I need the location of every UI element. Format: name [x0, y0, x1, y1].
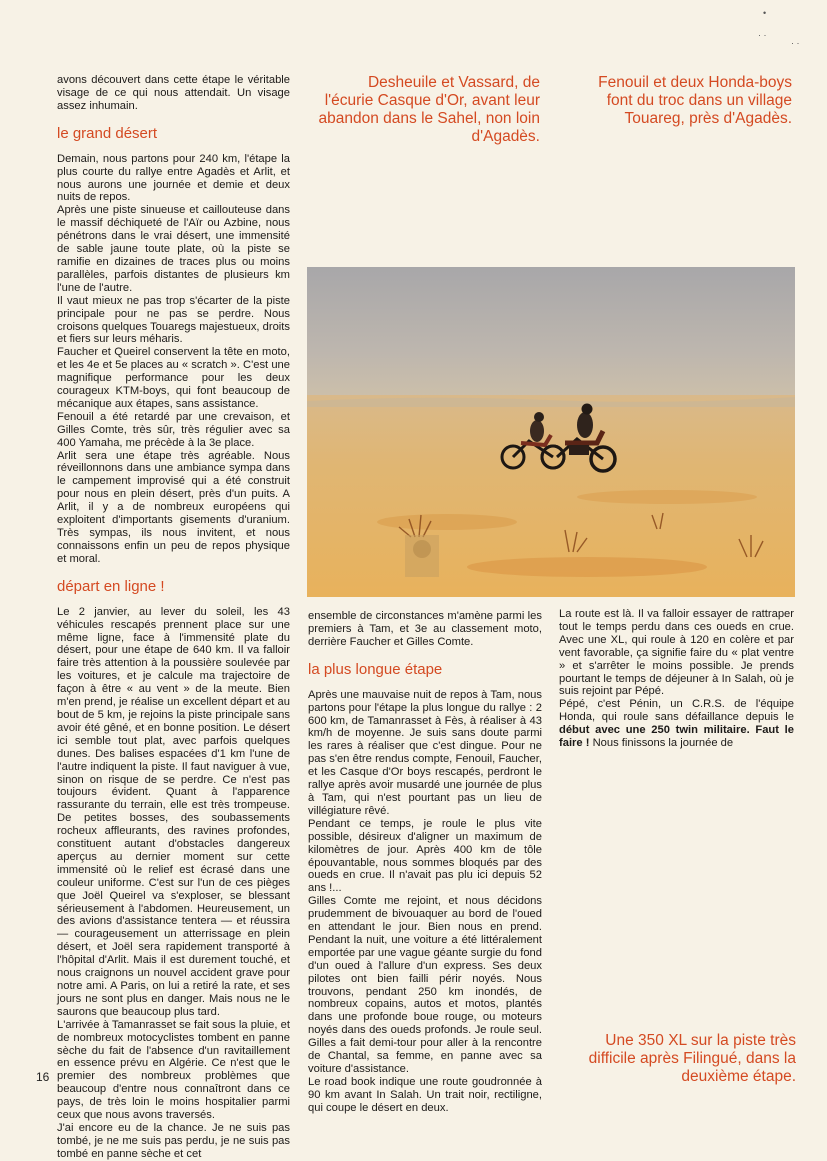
- text-run: Pépé, c'est Pénin, un C.R.S. de l'équipe Honda, qui roule sans défaillance depuis le: [559, 698, 794, 724]
- paragraph: Le 2 janvier, au lever du soleil, les 43 véhicules rescapés prennent place sur une même ligne, face à l'immensité plate du désert, pour une étape de 640 km. Il va falloir faire très attention à la poussière soulevée par les voitures, et je calcule ma trajectoire de façon à être « au vent » de la meute. Bien m'en prend, je réalise un excellent départ et au bout de 5 km, je rejoins la piste principale sans avoir été gêné, et en bonne position. Le désert ici semble tout plat, avec parfois quelques dunes. Des balises espacées d'1 km l'une de l'autre indiquent la piste. Il faut naviguer à vue, sinon on risque de se perdre. Ce n'est pas toujours évident. Quant à l'apparence rassurante du terrain, elle est très trompeuse. De petites bosses, des soubassements rocheux affleurants, des ravines profondes, constituent autant d'obstacles dangereux aperçus au dernier moment sur cette immensité où le relief est écrasé dans une couleur uniforme. C'est sur l'un de ces pièges que Joël Queirel va s'exploser, se blessant sérieusement à l'abdomen. Heureusement, un des avions d'assistance tentera — et réussira — courageusement un atterrissage en plein désert, et Joël sera rapidement transporté à l'hôpital d'Arlit. Mais il est durement touché, et nous craignons un nouvel accident grave pour notre ami. A Paris, on lui a retiré la rate, et ses jours ne sont plus en danger. Mais nous ne le saurons que beaucoup plus tard.: [57, 605, 290, 1018]
- paragraph: Arlit sera une étape très agréable. Nous réveillonnons dans une ambiance sympa dans le campement improvisé qui a été construit pour nous en plein désert, près d'un puits. A Arlit, il y a de nombreux européens qui exploitent d'importants gisements d'uranium. Très sympas, ils nous invitent, et nous connaissons enfin un peu de repos physique et moral.: [57, 449, 290, 565]
- heading-depart-en-ligne: départ en ligne !: [57, 577, 165, 595]
- photo-caption-casque-dor: Desheuile et Vassard, de l'écurie Casque d'Or, avant leur abandon dans le Sahel, non loin d'Agadès.: [318, 74, 540, 145]
- page-number: 16: [36, 1070, 50, 1084]
- paragraph: Pendant ce temps, je roule le plus vite possible, désireux d'aligner un maximum de kilomètres de jour. Après 400 km de tôle épouvantable, nous sommes bloqués par des oueds en crue. Il n'avait pas plu ici depuis 52 ans !...: [308, 817, 542, 895]
- photo-caption-touareg-village: Fenouil et deux Honda-boys font du troc dans un village Touareg, près d'Agadès.: [598, 74, 792, 127]
- column-1-intro: avons découvert dans cette étape le véritable visage de ce qui nous attendait. Un visage assez inhumain.: [57, 74, 290, 112]
- print-speck: •: [763, 8, 767, 18]
- print-speck: · ·: [791, 38, 800, 48]
- paragraph: Faucher et Queirel conservent la tête en moto, et les 4e et 5e places au « scratch ». C'est une magnifique performance pour les deux courageux KTM-boys, qui font beaucoup de mécanique aux étapes, sans assistance.: [57, 346, 290, 410]
- paragraph: Après une mauvaise nuit de repos à Tam, nous partons pour l'étape la plus longue du rallye : 2 600 km, de Tamanrasset à Fès, à réaliser à 43 km/h de moyenne. Je suis sans doute parmi les rares à réaliser que c'est dingue. Pour ne pas s'en être rendus compte, Fenouil, Faucher, et les Casque d'Or boys rescapés, perdront le rallye après avoir musardé une journée de plus à Tam, qui n'est pourtant pas un lieu de villégiature rêvé.: [308, 688, 542, 817]
- heading-le-grand-desert: le grand désert: [57, 124, 158, 142]
- article-column-2: [308, 610, 542, 1115]
- bold-text-run: début avec une 250 twin militaire. Faut le faire !: [559, 724, 794, 750]
- paragraph: J'ai encore eu de la chance. Je ne suis pas tombé, je ne me suis pas perdu, je ne suis pas tombé en panne sèche et cet: [57, 1121, 290, 1160]
- heading-la-plus-longue-etape: la plus longue étape: [308, 660, 443, 678]
- article-column-3: [559, 608, 794, 750]
- print-speck: · ·: [758, 30, 767, 40]
- photo-caption-350-xl: Une 350 XL sur la piste très difficile après Filingué, dans la deuxième étape.: [588, 1032, 796, 1085]
- paragraph: Fenouil a été retardé par une crevaison, et Gilles Comte, très sûr, très régulier avec sa 400 Yamaha, me précède à la 3e place.: [57, 410, 290, 449]
- desert-motorcycle-photo: [307, 267, 795, 597]
- paragraph: L'arrivée à Tamanrasset se fait sous la pluie, et de nombreux motocyclistes tombent en panne sèche du fait de l'absence d'un ravitaillement en essence prévu en Algérie. Ce n'est que le premier des nombreux problèmes que beaucoup d'entre nous connaîtront dans ce pays, de très loin le moins hospitalier parmi ceux que nous avons traversés.: [57, 1018, 290, 1122]
- paragraph: Gilles Comte me rejoint, et nous décidons prudemment de bivouaquer au bord de l'oued en attendant le jour. Bien nous en prend. Pendant la nuit, une voiture a été littéralement emportée par une vague géante surgie du fond d'un oued à l'allure d'un express. Ses deux pilotes ont bien failli périr noyés. Nous trouvons, pendant 250 km inondés, de nombreux copains, autos et motos, plantés dans une profonde boue rouge, ou moteurs noyés dans des oueds profonds. Je roule seul. Gilles a fait demi-tour pour aller à la rencontre de Chantal, sa femme, en panne avec sa voiture d'assistance.: [308, 895, 542, 1075]
- paragraph: [559, 698, 794, 750]
- paragraph: Le road book indique une route goudronnée à 90 km avant In Salah. Un trait noir, rectiligne, qui coupe le désert en deux.: [308, 1075, 542, 1114]
- paragraph: Il vaut mieux ne pas trop s'écarter de la piste principale pour ne pas se perdre. Nous croisons quelques Touaregs majestueux, droits et fiers sur leurs méharis.: [57, 294, 290, 346]
- paragraph: Après une piste sinueuse et caillouteuse dans le massif déchiqueté de l'Aïr ou Azbine, nous pénétrons dans le vrai désert, une immensité de sable jaune toute plate, où la piste se ramifie en dizaines de traces plus ou moins parallèles, parfois distantes de plusieurs km l'une de l'autre.: [57, 204, 290, 294]
- text-run: Nous finissons la journée de: [589, 737, 734, 750]
- column-2-intro: ensemble de circonstances m'amène parmi les premiers à Tam, et 3e au classement moto, derrière Faucher et Gilles Comte.: [308, 610, 542, 648]
- article-column-1: [57, 74, 290, 1161]
- paragraph: La route est là. Il va falloir essayer de rattraper tout le temps perdu dans ces oueds en crue. Avec une XL, qui roule à 120 en colère et par vent favorable, ça signifie faire du « plat ventre » et s'arrêter le moins possible. Je prends pourtant le temps de déjeuner à In Salah, où je suis rejoint par Pépé.: [559, 608, 794, 698]
- paragraph: Demain, nous partons pour 240 km, l'étape la plus courte du rallye entre Agadès et Arlit, et nous aurons une journée et demie et deux nuits de repos.: [57, 152, 290, 204]
